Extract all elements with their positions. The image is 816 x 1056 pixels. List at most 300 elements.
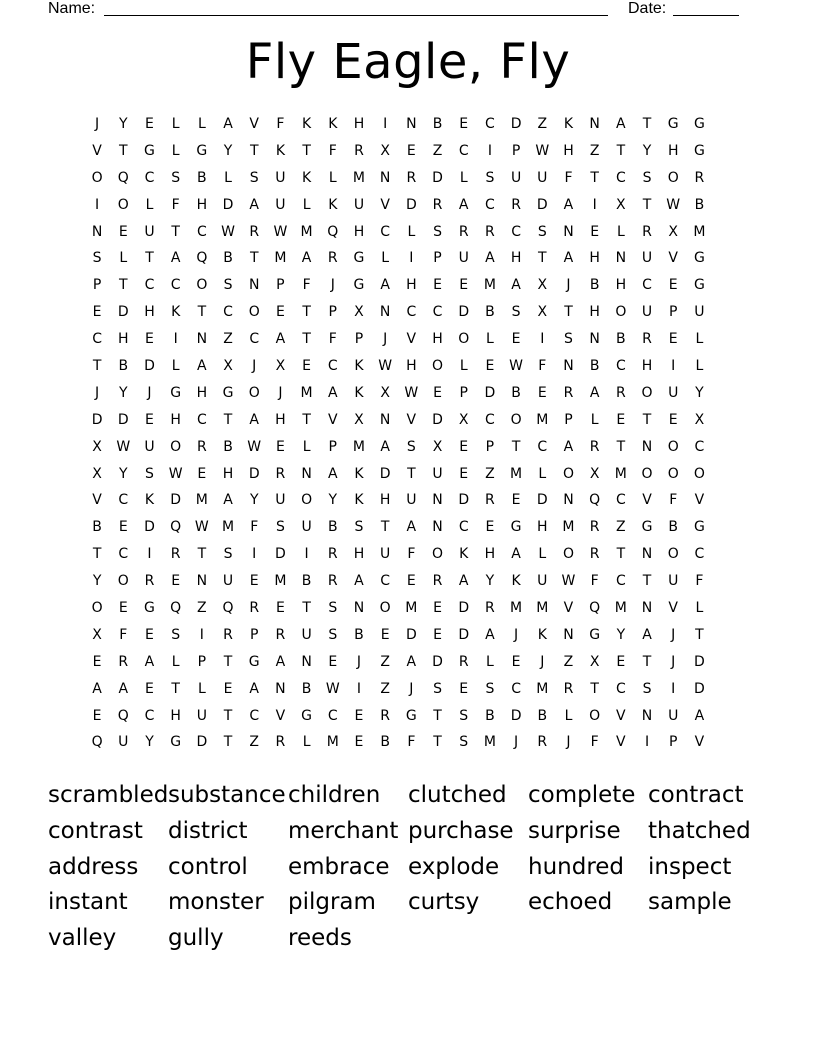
grid-letter: B bbox=[511, 384, 521, 401]
grid-letter: B bbox=[537, 707, 548, 724]
grid-letter: X bbox=[589, 465, 600, 482]
grid-letter: U bbox=[510, 169, 522, 186]
grid-letter: E bbox=[380, 626, 390, 643]
grid-letter: K bbox=[563, 116, 574, 132]
grid-letter: A bbox=[144, 653, 155, 670]
word-bank-item: explode bbox=[408, 853, 500, 880]
grid-letter: G bbox=[301, 707, 313, 724]
grid-letter: O bbox=[458, 331, 470, 348]
grid-letter: C bbox=[458, 519, 469, 536]
grid-letter: W bbox=[666, 196, 681, 213]
grid-letter: A bbox=[327, 465, 338, 482]
grid-letter: I bbox=[356, 680, 362, 697]
grid-letter: E bbox=[459, 116, 469, 132]
grid-letter: E bbox=[668, 277, 678, 294]
grid-letter: V bbox=[694, 734, 705, 751]
grid-letter: C bbox=[380, 573, 391, 590]
grid-letter: D bbox=[536, 492, 548, 509]
grid-letter: T bbox=[302, 331, 311, 348]
grid-letter: H bbox=[667, 142, 679, 159]
grid-letter: E bbox=[668, 331, 678, 348]
grid-letter: R bbox=[380, 707, 391, 724]
grid-letter: A bbox=[511, 277, 521, 294]
grid-letter: T bbox=[302, 304, 311, 321]
grid-letter: V bbox=[275, 707, 286, 724]
grid-letter: U bbox=[144, 438, 155, 455]
grid-letter: U bbox=[275, 196, 286, 213]
grid-letter: E bbox=[616, 411, 626, 428]
grid-letter: S bbox=[433, 680, 442, 697]
grid-letter: O bbox=[589, 707, 601, 724]
grid-letter: O bbox=[248, 384, 260, 401]
grid-letter: G bbox=[405, 707, 417, 724]
grid-letter: V bbox=[668, 250, 678, 267]
grid-letter: V bbox=[694, 492, 705, 509]
grid-letter: U bbox=[301, 519, 312, 536]
grid-letter: D bbox=[536, 196, 548, 213]
grid-letter: A bbox=[694, 707, 705, 724]
grid-letter: E bbox=[459, 680, 469, 697]
grid-letter: U bbox=[668, 573, 679, 590]
grid-letter: Z bbox=[616, 519, 626, 536]
grid-letter: W bbox=[535, 142, 550, 159]
grid-letter: W bbox=[509, 358, 524, 375]
grid-letter: B bbox=[589, 358, 600, 375]
grid-letter: E bbox=[511, 492, 521, 509]
grid-letter: T bbox=[642, 116, 652, 132]
name-label: Name: bbox=[48, 0, 96, 17]
grid-letter: S bbox=[511, 304, 521, 321]
grid-letter: P bbox=[459, 384, 468, 401]
grid-letter: P bbox=[92, 277, 102, 294]
grid-letter: W bbox=[247, 438, 262, 455]
grid-letter: A bbox=[223, 116, 233, 132]
word-bank-item: pilgram bbox=[288, 889, 376, 916]
grid-letter: I bbox=[487, 142, 492, 159]
grid-letter: G bbox=[693, 116, 705, 132]
grid-letter: X bbox=[380, 384, 390, 401]
grid-letter: C bbox=[196, 411, 207, 428]
grid-letter: B bbox=[197, 169, 207, 186]
grid-letter: X bbox=[432, 438, 443, 455]
grid-letter: R bbox=[589, 438, 600, 455]
grid-letter: Q bbox=[589, 492, 601, 509]
grid-letter: N bbox=[563, 358, 574, 375]
grid-letter: U bbox=[406, 492, 417, 509]
grid-letter: C bbox=[537, 438, 548, 455]
grid-letter: R bbox=[458, 223, 469, 240]
grid-letter: S bbox=[485, 680, 495, 697]
grid-letter: T bbox=[223, 411, 233, 428]
grid-letter: L bbox=[197, 116, 206, 132]
grid-letter: Z bbox=[380, 653, 390, 670]
grid-letter: E bbox=[118, 600, 128, 617]
grid-letter: J bbox=[540, 653, 545, 670]
grid-letter: D bbox=[405, 626, 417, 643]
grid-letter: W bbox=[194, 519, 209, 536]
grid-letter: Y bbox=[642, 142, 652, 159]
grid-letter: C bbox=[615, 169, 626, 186]
grid-letter: J bbox=[95, 384, 100, 401]
grid-letter: A bbox=[197, 358, 207, 375]
grid-letter: T bbox=[642, 573, 652, 590]
grid-letter: I bbox=[644, 734, 650, 751]
grid-letter: G bbox=[693, 142, 705, 159]
grid-letter: U bbox=[537, 573, 548, 590]
grid-letter: V bbox=[92, 492, 102, 509]
grid-letter: L bbox=[171, 116, 180, 132]
grid-letter: R bbox=[144, 573, 155, 590]
grid-letter: T bbox=[642, 653, 652, 670]
grid-letter: W bbox=[325, 680, 340, 697]
grid-letter: O bbox=[615, 304, 627, 321]
grid-letter: E bbox=[171, 573, 181, 590]
grid-letter: D bbox=[144, 519, 155, 536]
grid-letter: A bbox=[458, 573, 469, 590]
grid-letter: N bbox=[563, 626, 574, 643]
grid-letter: T bbox=[642, 196, 652, 213]
grid-letter: X bbox=[92, 465, 102, 482]
grid-letter: A bbox=[380, 277, 390, 294]
grid-letter: A bbox=[275, 331, 286, 348]
grid-letter: A bbox=[249, 411, 259, 428]
grid-letter: R bbox=[196, 438, 207, 455]
grid-letter: E bbox=[511, 331, 521, 348]
grid-letter: Q bbox=[196, 250, 208, 267]
grid-letter: A bbox=[485, 250, 495, 267]
grid-letter: U bbox=[668, 707, 679, 724]
grid-letter: J bbox=[330, 277, 335, 294]
grid-letter: R bbox=[327, 250, 338, 267]
grid-letter: E bbox=[590, 223, 600, 240]
grid-letter: U bbox=[275, 492, 286, 509]
grid-letter: J bbox=[514, 626, 519, 643]
grid-letter: O bbox=[641, 384, 653, 401]
grid-letter: C bbox=[144, 707, 155, 724]
grid-letter: I bbox=[252, 546, 257, 563]
grid-letter: T bbox=[380, 519, 390, 536]
grid-letter: S bbox=[249, 169, 259, 186]
grid-letter: I bbox=[671, 358, 676, 375]
grid-letter: T bbox=[511, 438, 521, 455]
grid-letter: J bbox=[409, 680, 414, 697]
grid-letter: R bbox=[406, 169, 417, 186]
grid-letter: I bbox=[304, 546, 309, 563]
grid-letter: Q bbox=[327, 223, 339, 240]
grid-letter: Z bbox=[485, 465, 495, 482]
grid-letter: R bbox=[432, 573, 443, 590]
grid-letter: T bbox=[145, 250, 154, 267]
name-blank-line bbox=[104, 15, 608, 16]
grid-letter: J bbox=[566, 734, 571, 751]
grid-letter: Y bbox=[485, 573, 495, 590]
grid-letter: Z bbox=[432, 142, 443, 159]
grid-letter: N bbox=[641, 707, 653, 724]
grid-letter: R bbox=[511, 196, 521, 213]
grid-letter: K bbox=[328, 196, 338, 213]
grid-letter: A bbox=[458, 196, 469, 213]
letter-grid bbox=[84, 114, 713, 759]
grid-letter: O bbox=[667, 169, 679, 186]
grid-letter: Y bbox=[92, 573, 102, 590]
grid-letter: C bbox=[118, 546, 129, 563]
grid-letter: R bbox=[563, 384, 574, 401]
grid-letter: A bbox=[642, 626, 652, 643]
grid-letter: C bbox=[615, 680, 626, 697]
grid-letter: M bbox=[483, 734, 496, 751]
grid-letter: F bbox=[328, 331, 337, 348]
grid-letter: M bbox=[274, 250, 287, 267]
grid-letter: D bbox=[170, 492, 182, 509]
grid-letter: M bbox=[536, 600, 549, 617]
grid-letter: V bbox=[563, 600, 574, 617]
grid-letter: C bbox=[380, 223, 391, 240]
grid-letter: E bbox=[92, 653, 102, 670]
grid-letter: E bbox=[249, 573, 259, 590]
grid-letter: S bbox=[537, 223, 547, 240]
grid-letter: C bbox=[170, 277, 181, 294]
grid-letter: L bbox=[197, 680, 206, 697]
grid-letter: H bbox=[615, 277, 627, 294]
grid-letter: V bbox=[642, 492, 652, 509]
grid-letter: O bbox=[379, 600, 391, 617]
grid-letter: L bbox=[302, 438, 311, 455]
grid-letter: S bbox=[433, 223, 442, 240]
grid-letter: N bbox=[91, 223, 103, 240]
grid-letter: T bbox=[223, 707, 233, 724]
grid-letter: W bbox=[168, 465, 183, 482]
grid-letter: P bbox=[328, 304, 337, 321]
grid-letter: T bbox=[616, 546, 626, 563]
word-bank-item: contrast bbox=[48, 817, 143, 844]
grid-letter: R bbox=[485, 492, 495, 509]
word-bank-item: purchase bbox=[408, 817, 514, 844]
grid-letter: C bbox=[642, 277, 652, 294]
grid-letter: G bbox=[144, 600, 155, 617]
grid-letter: Q bbox=[91, 734, 103, 751]
worksheet-header bbox=[0, 0, 816, 20]
grid-letter: S bbox=[564, 331, 573, 348]
grid-letter: C bbox=[694, 438, 705, 455]
grid-letter: R bbox=[223, 626, 233, 643]
grid-letter: C bbox=[144, 169, 155, 186]
grid-letter: F bbox=[407, 734, 416, 751]
grid-letter: J bbox=[514, 734, 519, 751]
grid-letter: U bbox=[432, 465, 443, 482]
grid-letter: H bbox=[170, 707, 181, 724]
grid-letter: W bbox=[561, 573, 576, 590]
grid-letter: O bbox=[432, 358, 444, 375]
grid-letter: M bbox=[274, 573, 287, 590]
grid-letter: F bbox=[302, 277, 311, 294]
grid-letter: A bbox=[380, 438, 390, 455]
word-bank-item: thatched bbox=[648, 817, 751, 844]
grid-letter: Z bbox=[223, 331, 233, 348]
grid-letter: T bbox=[564, 304, 573, 321]
grid-letter: L bbox=[616, 223, 625, 240]
grid-letter: L bbox=[407, 223, 416, 240]
grid-letter: B bbox=[589, 277, 600, 294]
grid-letter: I bbox=[383, 116, 388, 132]
word-bank-item: clutched bbox=[408, 782, 507, 808]
grid-letter: S bbox=[459, 707, 469, 724]
grid-letter: H bbox=[196, 196, 208, 213]
grid-letter: S bbox=[328, 626, 338, 643]
grid-letter: I bbox=[173, 331, 178, 348]
word-bank-item: instant bbox=[48, 889, 128, 916]
grid-letter: U bbox=[353, 196, 365, 213]
grid-letter: V bbox=[406, 331, 417, 348]
grid-letter: N bbox=[248, 277, 260, 294]
grid-letter: H bbox=[379, 492, 391, 509]
grid-letter: N bbox=[196, 573, 208, 590]
grid-letter: O bbox=[248, 304, 260, 321]
grid-letter: H bbox=[222, 465, 234, 482]
word-bank-item: district bbox=[168, 817, 248, 844]
grid-letter: X bbox=[616, 196, 626, 213]
grid-letter: F bbox=[250, 519, 259, 536]
grid-letter: N bbox=[641, 546, 653, 563]
grid-letter: D bbox=[117, 411, 129, 428]
grid-letter: R bbox=[275, 734, 286, 751]
grid-letter: K bbox=[537, 626, 547, 643]
grid-letter: O bbox=[510, 411, 522, 428]
grid-letter: Y bbox=[145, 734, 154, 751]
grid-letter: R bbox=[354, 142, 364, 159]
grid-letter: T bbox=[538, 250, 547, 267]
grid-letter: U bbox=[668, 384, 679, 401]
grid-letter: E bbox=[537, 384, 547, 401]
grid-letter: G bbox=[222, 384, 234, 401]
grid-letter: B bbox=[223, 250, 233, 267]
grid-letter: C bbox=[249, 331, 260, 348]
grid-letter: P bbox=[485, 438, 495, 455]
grid-letter: G bbox=[170, 734, 182, 751]
grid-letter: T bbox=[249, 250, 259, 267]
grid-letter: E bbox=[406, 142, 416, 159]
grid-letter: L bbox=[564, 707, 573, 724]
grid-letter: M bbox=[405, 600, 418, 617]
grid-letter: G bbox=[693, 250, 705, 267]
grid-letter: C bbox=[511, 680, 521, 697]
grid-letter: H bbox=[406, 277, 417, 294]
grid-letter: T bbox=[223, 653, 233, 670]
grid-letter: E bbox=[145, 116, 154, 132]
grid-letter: T bbox=[171, 680, 180, 697]
grid-letter: U bbox=[537, 169, 548, 186]
grid-letter: H bbox=[537, 519, 548, 536]
grid-letter: D bbox=[405, 196, 417, 213]
grid-letter: E bbox=[223, 680, 233, 697]
grid-letter: C bbox=[196, 223, 207, 240]
grid-letter: Z bbox=[197, 600, 207, 617]
grid-letter: Q bbox=[222, 600, 234, 617]
grid-letter: I bbox=[540, 331, 545, 348]
grid-letter: L bbox=[538, 546, 547, 563]
grid-letter: G bbox=[144, 142, 155, 159]
grid-letter: O bbox=[693, 465, 705, 482]
grid-letter: U bbox=[196, 707, 207, 724]
grid-letter: C bbox=[511, 223, 521, 240]
grid-letter: M bbox=[326, 734, 339, 751]
grid-letter: B bbox=[380, 734, 390, 751]
grid-letter: J bbox=[95, 116, 100, 132]
grid-letter: X bbox=[668, 223, 679, 240]
grid-letter: S bbox=[642, 680, 652, 697]
grid-letter: J bbox=[356, 653, 362, 670]
grid-letter: R bbox=[694, 169, 705, 186]
grid-letter: T bbox=[590, 680, 599, 697]
grid-letter: E bbox=[118, 519, 128, 536]
grid-letter: L bbox=[459, 358, 468, 375]
grid-letter: L bbox=[695, 331, 704, 348]
grid-letter: R bbox=[589, 546, 600, 563]
grid-letter: R bbox=[170, 546, 181, 563]
grid-letter: A bbox=[118, 680, 129, 697]
grid-letter: D bbox=[432, 411, 443, 428]
grid-letter: S bbox=[328, 600, 338, 617]
grid-letter: M bbox=[483, 277, 496, 294]
grid-letter: D bbox=[432, 169, 443, 186]
word-bank bbox=[48, 778, 768, 957]
word-bank-item: hundred bbox=[528, 853, 625, 880]
grid-letter: T bbox=[119, 277, 128, 294]
grid-letter: E bbox=[433, 384, 442, 401]
grid-letter: T bbox=[171, 223, 180, 240]
grid-letter: N bbox=[563, 223, 574, 240]
word-bank-item: valley bbox=[48, 925, 117, 952]
word-bank-item: contract bbox=[648, 782, 744, 808]
grid-letter: B bbox=[668, 519, 679, 536]
grid-letter: E bbox=[511, 653, 521, 670]
grid-letter: X bbox=[92, 438, 102, 455]
grid-letter: O bbox=[301, 492, 313, 509]
grid-letter: G bbox=[693, 277, 705, 294]
grid-letter: S bbox=[223, 546, 233, 563]
grid-letter: L bbox=[695, 358, 704, 375]
grid-letter: V bbox=[406, 411, 417, 428]
grid-letter: Y bbox=[119, 384, 128, 401]
grid-letter: N bbox=[641, 600, 653, 617]
grid-letter: D bbox=[458, 626, 470, 643]
grid-letter: F bbox=[119, 626, 128, 643]
grid-letter: T bbox=[92, 546, 102, 563]
grid-letter: O bbox=[117, 196, 129, 213]
grid-letter: Y bbox=[223, 142, 233, 159]
grid-letter: A bbox=[327, 384, 338, 401]
grid-letter: L bbox=[171, 358, 180, 375]
grid-letter: R bbox=[589, 519, 600, 536]
grid-letter: B bbox=[485, 304, 495, 321]
grid-letter: M bbox=[300, 223, 313, 240]
grid-letter: Y bbox=[119, 116, 128, 132]
grid-letter: S bbox=[485, 169, 495, 186]
grid-letter: K bbox=[459, 546, 469, 563]
grid-letter: R bbox=[485, 600, 495, 617]
grid-letter: E bbox=[328, 653, 338, 670]
grid-letter: G bbox=[170, 384, 182, 401]
grid-letter: N bbox=[379, 169, 391, 186]
grid-letter: A bbox=[406, 519, 417, 536]
grid-letter: M bbox=[536, 680, 549, 697]
grid-letter: Y bbox=[616, 626, 626, 643]
grid-letter: T bbox=[249, 142, 259, 159]
grid-letter: G bbox=[589, 626, 601, 643]
grid-letter: H bbox=[144, 304, 155, 321]
grid-letter: A bbox=[249, 680, 259, 697]
grid-letter: Z bbox=[537, 116, 548, 132]
grid-letter: E bbox=[92, 304, 102, 321]
